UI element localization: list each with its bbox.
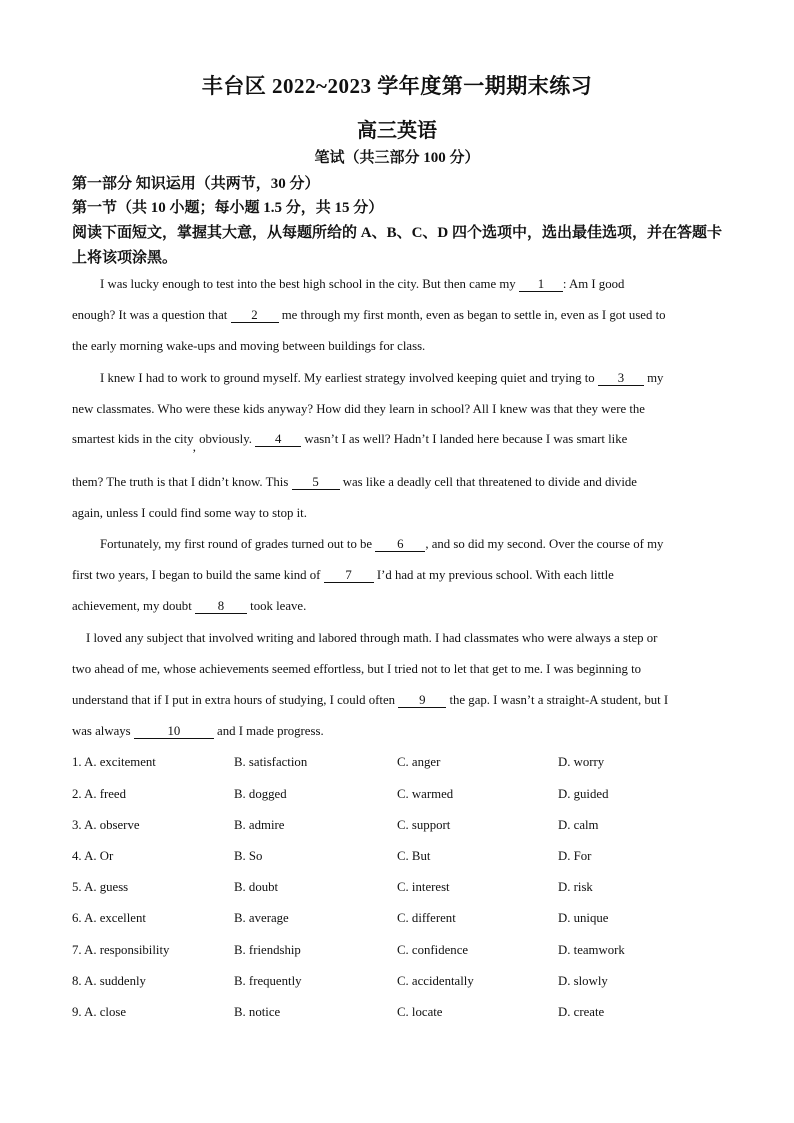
passage-line: I knew I had to work to ground myself. My earliest strategy involved keeping quiet and trying to 3 my bbox=[100, 371, 664, 385]
passage-line: understand that if I put in extra hours of studying, I could often 9 the gap. I wasn’t a straight-A student, but I bbox=[72, 693, 669, 707]
option-d: D. unique bbox=[558, 911, 609, 925]
passage-line: was always 10 and I made progress. bbox=[72, 724, 324, 738]
option-d: D. calm bbox=[558, 818, 599, 832]
exam-title: 丰台区 2022~2023 学年度第一期期末练习 bbox=[201, 74, 593, 98]
option-c: C. anger bbox=[397, 755, 441, 769]
part-heading: 第一部分 知识运用（共两节，30 分） bbox=[72, 176, 320, 192]
subsection-heading: 第一节（共 10 小题；每小题 1.5 分，共 15 分） bbox=[72, 200, 384, 216]
option-c: C. different bbox=[397, 911, 456, 925]
option-d: D. teamwork bbox=[558, 943, 625, 957]
option-c: C. warmed bbox=[397, 787, 454, 801]
blank-3: 3 bbox=[598, 371, 644, 386]
passage-line: enough? It was a question that 2 me through my first month, even as began to settle in, even as I got used to bbox=[72, 308, 666, 322]
option-d: D. worry bbox=[558, 755, 605, 769]
option-a: 7. A. responsibility bbox=[72, 943, 170, 957]
passage-line: Fortunately, my first round of grades turned out to be 6 , and so did my second. Over the course of my bbox=[100, 537, 664, 551]
option-b: B. So bbox=[234, 849, 263, 863]
option-d: D. slowly bbox=[558, 974, 608, 988]
option-a: 4. A. Or bbox=[72, 849, 114, 863]
option-b: B. admire bbox=[234, 818, 285, 832]
option-b: B. dogged bbox=[234, 787, 287, 801]
passage-line: achievement, my doubt 8 took leave. bbox=[72, 599, 307, 613]
passage-line: two ahead of me, whose achievements seemed effortless, but I tried not to let that get to me. I was beginning to bbox=[72, 662, 642, 676]
blank-9: 9 bbox=[398, 693, 446, 708]
option-c: C. But bbox=[397, 849, 431, 863]
blank-5: 5 bbox=[292, 475, 340, 490]
option-d: D. create bbox=[558, 1005, 605, 1019]
option-a: 8. A. suddenly bbox=[72, 974, 146, 988]
exam-subject: 高三英语 bbox=[357, 120, 437, 142]
option-b: B. notice bbox=[234, 1005, 281, 1019]
option-b: B. satisfaction bbox=[234, 755, 308, 769]
option-c: C. interest bbox=[397, 880, 450, 894]
passage-line: I loved any subject that involved writing and labored through math. I had classmates who were always a step or bbox=[86, 631, 658, 645]
option-b: B. frequently bbox=[234, 974, 302, 988]
exam-info: 笔试（共三部分 100 分） bbox=[314, 150, 480, 166]
option-a: 5. A. guess bbox=[72, 880, 129, 894]
blank-8: 8 bbox=[195, 599, 247, 614]
option-d: D. For bbox=[558, 849, 592, 863]
option-b: B. friendship bbox=[234, 943, 301, 957]
option-a: 6. A. excellent bbox=[72, 911, 146, 925]
blank-7: 7 bbox=[324, 568, 374, 583]
passage-line: the early morning wake-ups and moving between buildings for class. bbox=[72, 339, 426, 353]
instructions: 阅读下面短文，掌握其大意，从每题所给的 A、B、C、D 四个选项中，选出最佳选项，并在答题卡上将该项涂黑。 bbox=[72, 225, 723, 266]
passage-line: again, unless I could find some way to stop it. bbox=[72, 506, 307, 520]
passage-line: them? The truth is that I didn’t know. This 5 was like a deadly cell that threatened to divide and divide bbox=[72, 475, 637, 489]
blank-2: 2 bbox=[231, 308, 279, 323]
option-a: 9. A. close bbox=[72, 1005, 127, 1019]
option-b: B. doubt bbox=[234, 880, 279, 894]
option-b: B. average bbox=[234, 911, 289, 925]
option-c: C. locate bbox=[397, 1005, 443, 1019]
option-c: C. confidence bbox=[397, 943, 469, 957]
option-c: C. support bbox=[397, 818, 451, 832]
blank-6: 6 bbox=[375, 537, 425, 552]
passage-line: first two years, I began to build the same kind of 7 I’d had at my previous school. With each little bbox=[72, 568, 614, 582]
option-d: D. risk bbox=[558, 880, 593, 894]
passage-line: I was lucky enough to test into the best high school in the city. But then came my 1 : Am I good bbox=[100, 277, 625, 291]
passage-line: smartest kids in the city, obviously. 4 wasn’t I as well? Hadn’t I landed here because I was smart like bbox=[72, 432, 628, 454]
option-c: C. accidentally bbox=[397, 974, 474, 988]
blank-10: 10 bbox=[134, 724, 214, 739]
option-a: 2. A. freed bbox=[72, 787, 127, 801]
passage-line: new classmates. Who were these kids anyway? How did they learn in school? All I knew was that they were the bbox=[72, 402, 645, 416]
blank-4: 4 bbox=[255, 432, 301, 447]
option-a: 1. A. excitement bbox=[72, 755, 156, 769]
blank-1: 1 bbox=[519, 277, 563, 292]
option-a: 3. A. observe bbox=[72, 818, 140, 832]
option-d: D. guided bbox=[558, 787, 609, 801]
